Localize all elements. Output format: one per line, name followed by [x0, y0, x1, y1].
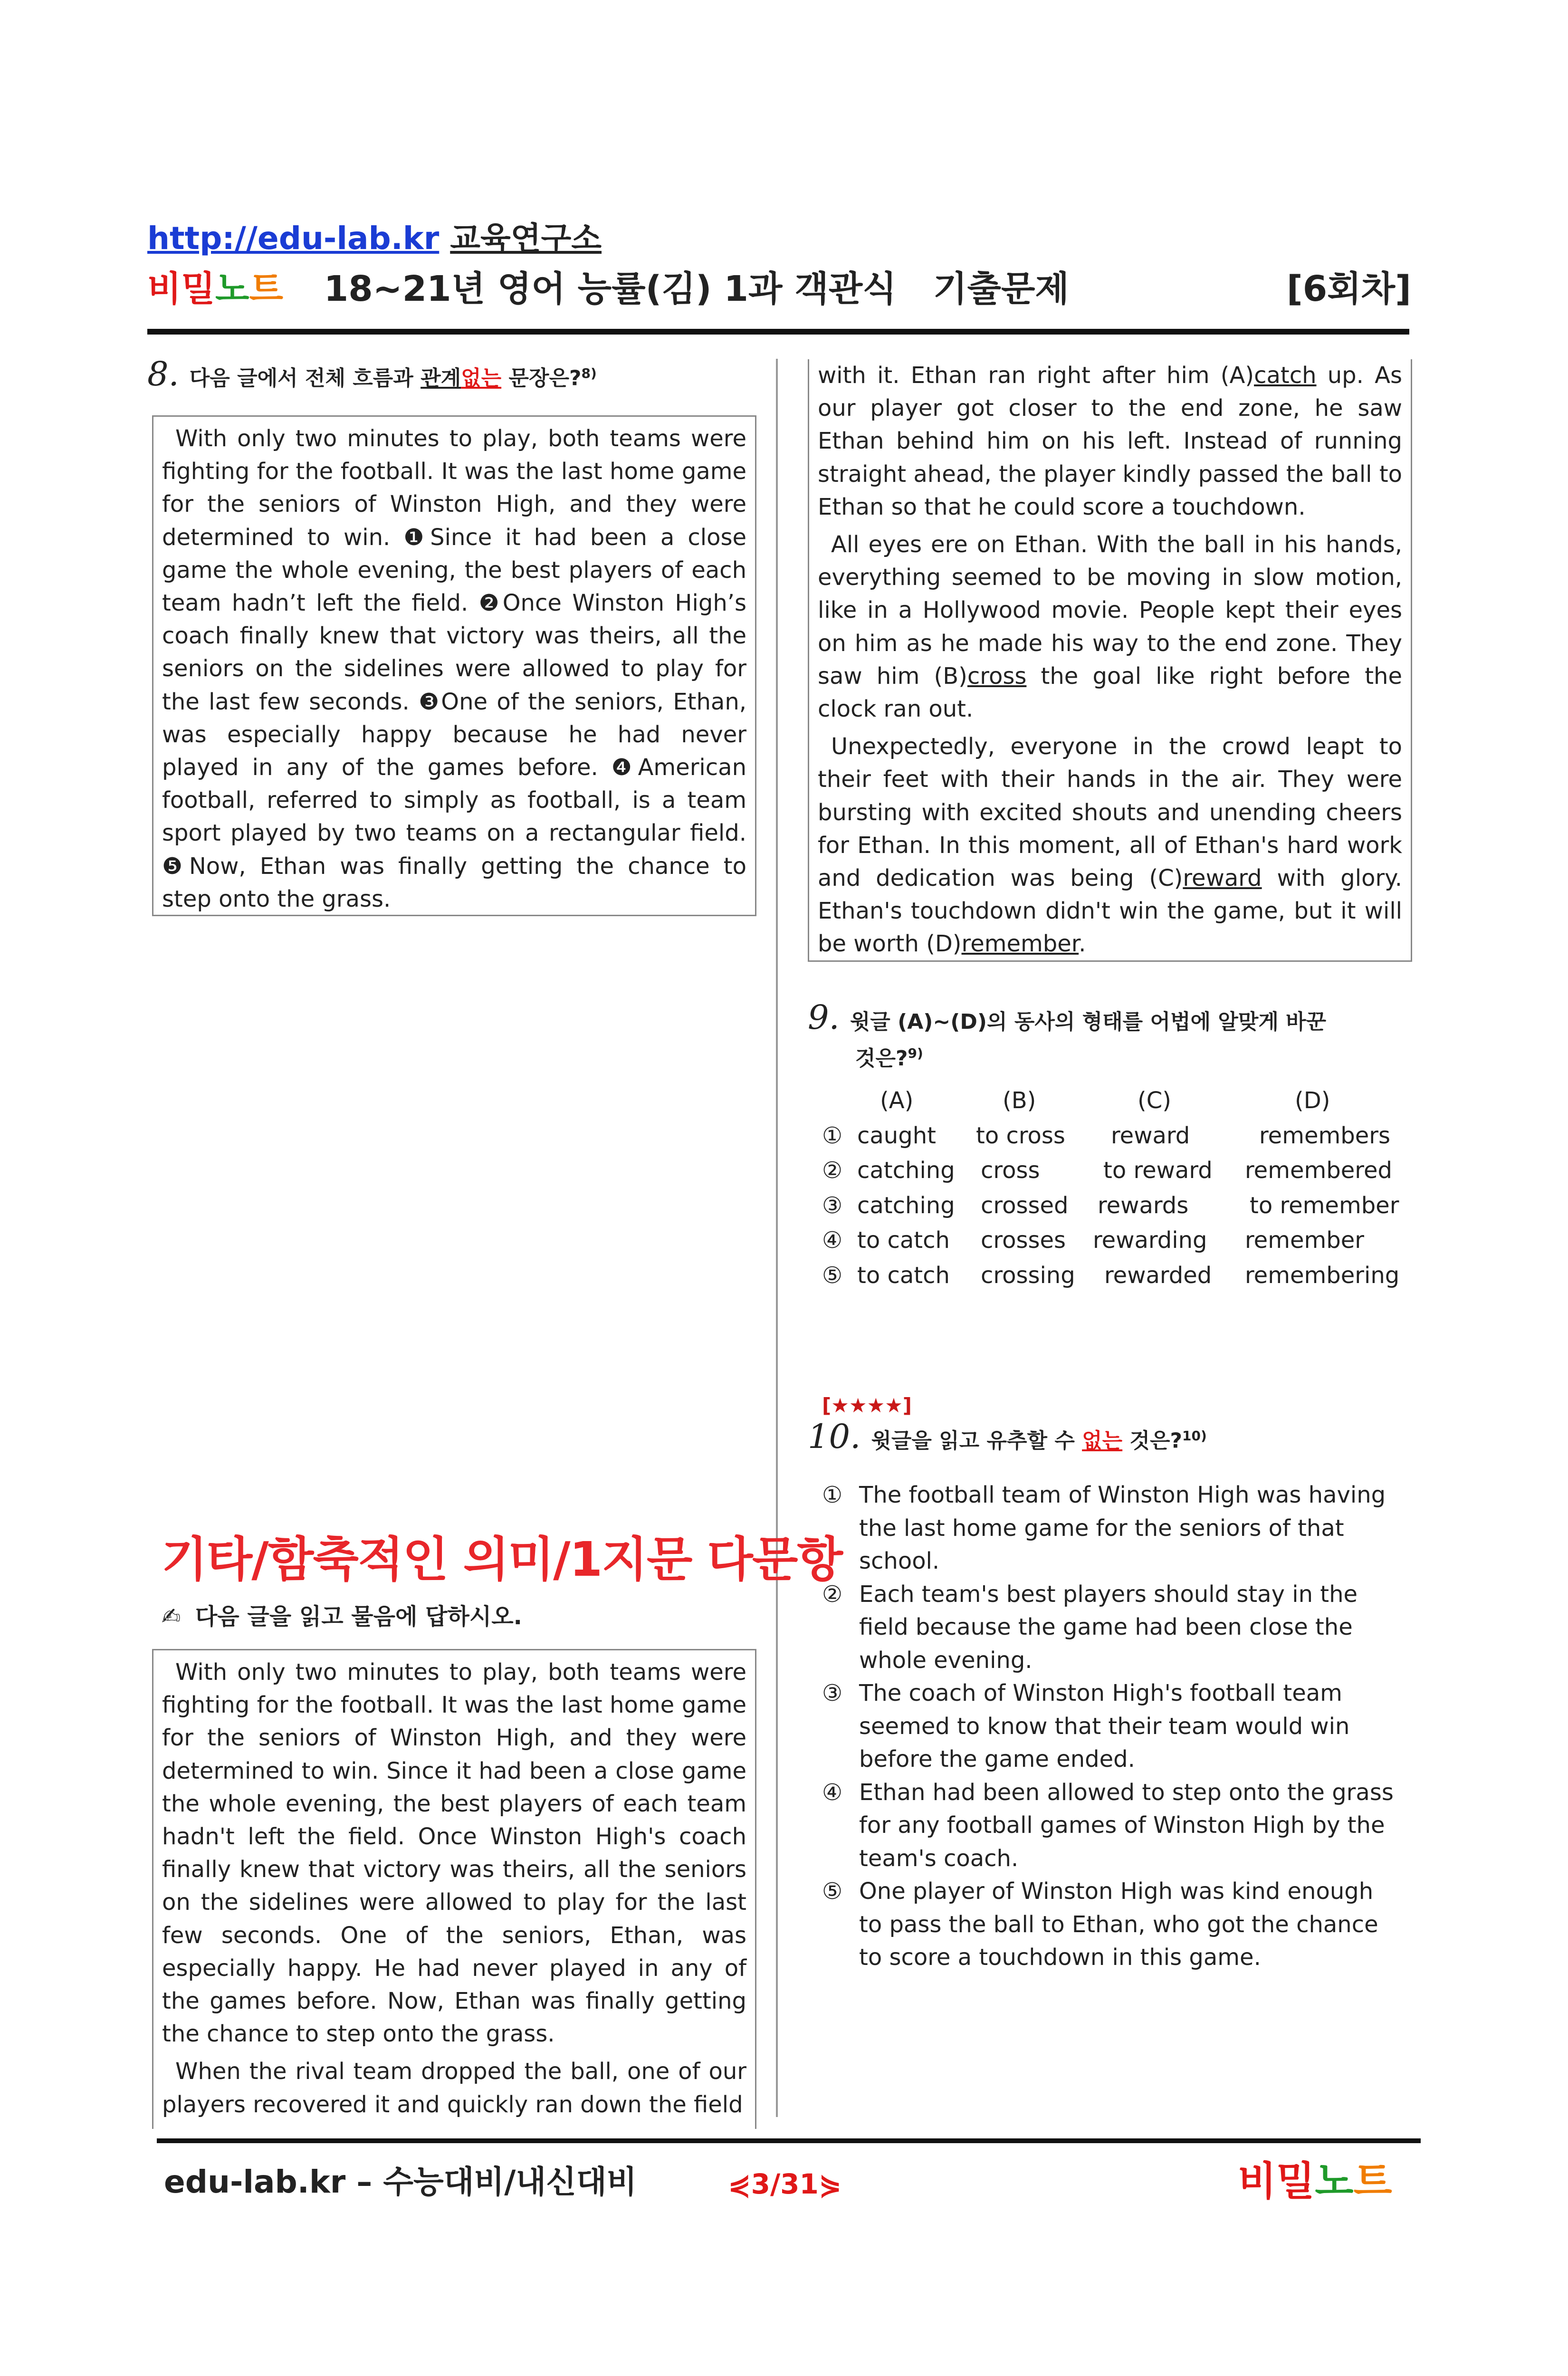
q10-prompt-post: 것은? [1122, 1428, 1183, 1453]
footer-brand-char-4: 트 [1353, 2158, 1392, 2204]
right-p3-text-c: . [1079, 930, 1086, 958]
q10-option-1[interactable] [822, 1479, 1397, 1578]
brand-char-4: 트 [249, 268, 283, 309]
q9-opt1-c: reward [1111, 1122, 1190, 1149]
right-p1-text-b: up. As our player got closer to the end zone, he saw Ethan behind him on his left. Instead of running straight ahead, the player kindly passed the ball to Ethan so that he could score a touchdown. [818, 362, 1402, 520]
q9-opt5-d: remembering [1245, 1262, 1400, 1289]
q9-col-d: (D) [1295, 1087, 1330, 1114]
footer-brand-char-1: 비 [1238, 2158, 1277, 2204]
q9-opt4-b: crosses [981, 1227, 1066, 1254]
q9-opt1-b: to cross [976, 1122, 1065, 1149]
page-title [147, 266, 1411, 312]
q10-option-4[interactable] [822, 1776, 1397, 1876]
q9-option-3[interactable] [822, 1188, 1406, 1224]
long-passage-right-p2 [818, 528, 1402, 726]
q8-prompt-pre: 다음 글에서 전체 흐름과 [189, 366, 421, 391]
q9-options-table [822, 1083, 1406, 1293]
q9-opt2-b: cross [981, 1157, 1040, 1184]
q9-heading [808, 998, 1327, 1074]
q10-options-list [822, 1479, 1397, 1974]
q9-option-5[interactable] [822, 1258, 1406, 1293]
q10-opt3-text: The coach of Winston High's football team seemed to know that their team would win before the game ended. [859, 1680, 1350, 1772]
q10-option-3[interactable] [822, 1677, 1397, 1776]
q10-opt3-num: ③ [822, 1680, 843, 1706]
q9-prompt-line1: 윗글 (A)~(D)의 동사의 형태를 어법에 알맞게 바꾼 [850, 1010, 1327, 1034]
q9-opt2-c: to reward [1103, 1157, 1213, 1184]
q10-opt2-text: Each team's best players should stay in the field because the game had been close the whole evening. [859, 1581, 1358, 1674]
q9-opt4-num: ④ [822, 1227, 843, 1254]
q9-opt3-num: ③ [822, 1192, 843, 1219]
long-passage-left-box [152, 1649, 756, 2129]
q10-option-5[interactable] [822, 1875, 1397, 1974]
q9-option-2[interactable] [822, 1153, 1406, 1188]
q9-opt4-a: to catch [857, 1227, 950, 1254]
footer-brand-char-2: 밀 [1276, 2158, 1315, 2204]
q9-footnote: 9) [908, 1045, 923, 1061]
q8-prompt-u1: 관계 [421, 366, 461, 391]
blank-c-word: reward [1183, 865, 1262, 892]
instruction-text: 다음 글을 읽고 물음에 답하시오. [195, 1603, 522, 1630]
q10-opt1-text: The football team of Winston High was having the last home game for the seniors of that school. [859, 1482, 1386, 1574]
q9-opt4-d: remember [1245, 1227, 1364, 1254]
institute-label: 교육연구소 [450, 220, 602, 257]
header-rule [147, 329, 1409, 335]
long-passage-right-box [808, 359, 1412, 962]
session-label: [6회차] [1286, 268, 1411, 309]
q9-col-b: (B) [1003, 1087, 1036, 1114]
q9-opt1-a: caught [857, 1122, 936, 1149]
blank-d-word: remember [961, 930, 1079, 958]
footer-brand-char-3: 노 [1315, 2158, 1354, 2204]
q10-difficulty-stars: [★★★★] [822, 1394, 912, 1417]
q10-heading [808, 1417, 1207, 1456]
instruction-line [162, 1601, 522, 1632]
site-url-link[interactable]: http://edu-lab.kr [147, 220, 440, 257]
q9-prompt-line2: 것은? [855, 1046, 908, 1071]
q9-opt2-num: ② [822, 1157, 843, 1184]
q10-opt4-num: ④ [822, 1779, 843, 1806]
q10-number: 10. [808, 1417, 861, 1456]
q10-opt2-num: ② [822, 1581, 843, 1608]
q10-opt4-text: Ethan had been allowed to step onto the grass for any football games of Winston High by the team's coach. [859, 1779, 1394, 1872]
brand-char-2: 밀 [181, 268, 215, 309]
right-p3-text-a: Unexpectedly, everyone in the crowd leapt to their feet with their hands in the air. They were bursting with excited shouts and unending cheers for Ethan. In this moment, all of Ethan's hard work and dedication was being (C) [818, 733, 1402, 892]
q9-opt4-c: rewarding [1093, 1227, 1207, 1254]
q8-heading [147, 354, 597, 393]
pen-icon: ✍ [162, 1603, 181, 1630]
footer-site: edu-lab.kr – 수능대비/내신대비 [164, 2164, 637, 2200]
q10-option-2[interactable] [822, 1578, 1397, 1677]
q8-passage-box [152, 415, 756, 916]
q10-opt1-num: ① [822, 1482, 843, 1508]
right-p3-text-b: with glory. Ethan's touchdown didn't win the game, but it will be worth (D) [818, 865, 1403, 958]
q10-prompt-pre: 윗글을 읽고 유추할 수 [871, 1428, 1082, 1453]
q9-opt3-c: rewards [1098, 1192, 1189, 1219]
long-passage-right-p3 [818, 730, 1402, 960]
long-passage-p2: When the rival team dropped the ball, one of our players recovered it and quickly ran down the field [162, 2058, 746, 2118]
right-p2-text-b: the goal like right before the clock ran out. [818, 662, 1402, 723]
footer-brand [1238, 2157, 1392, 2205]
section-title: 기타/함축적인 의미/1지문 다문항 [162, 1532, 842, 1587]
brand-char-3: 노 [215, 268, 249, 309]
column-divider [776, 359, 778, 2117]
q8-passage: With only two minutes to play, both teams were fighting for the football. It was the last home game for the seniors of Winston High, and they were determined to win. ❶Since it had been a close game the whole evening, the best players of each team hadn’t left the field. ❷Once Winston High’s coach finally knew that victory was theirs, all the seniors on the sidelines were allowed to play for the last few seconds. ❸One of the seniors, Ethan, was especially happy because he had never played in any of the games before. ❹American football, referred to simply as football, is a team sport played by two teams on a rectangular field. ❺Now, Ethan was finally getting the chance to step onto the grass. [162, 425, 746, 912]
q8-prompt-post: 문장은? [501, 366, 582, 391]
q9-option-1[interactable] [822, 1119, 1406, 1154]
blank-a-word: catch [1254, 362, 1317, 389]
q9-opt5-b: crossing [981, 1262, 1075, 1289]
q9-opt3-d: to remember [1250, 1192, 1399, 1219]
q9-opt2-a: catching [857, 1157, 955, 1184]
q9-opt1-num: ① [822, 1122, 843, 1149]
title-text: 18~21년 영어 능률(김) 1과 객관식 기출문제 [324, 268, 1069, 309]
page-number: ⋞3/31⋟ [728, 2168, 842, 2200]
blank-b-word: cross [967, 662, 1027, 690]
q10-opt5-num: ⑤ [822, 1878, 843, 1905]
q8-number: 8. [147, 354, 179, 393]
footer-rule [157, 2138, 1421, 2143]
q9-col-c: (C) [1138, 1087, 1171, 1114]
q9-col-a: (A) [880, 1087, 914, 1114]
q10-footnote: 10) [1182, 1428, 1207, 1444]
long-passage-right-p1 [818, 359, 1402, 524]
long-passage-p1: With only two minutes to play, both teams were fighting for the football. It was the last home game for the seniors of Winston High, and they were determined to win. Since it had been a close game the whole evening, the best players of each team hadn't left the field. Once Winston High's coach finally knew that victory was theirs, all the seniors on the sidelines were allowed to play for the last few seconds. One of the seniors, Ethan, was especially happy. He had never played in any of the games before. Now, Ethan was finally getting the chance to step onto the grass. [162, 1659, 746, 2048]
q8-footnote: 8) [581, 365, 597, 381]
right-p1-text-a: with it. Ethan ran right after him (A) [818, 362, 1254, 389]
q9-opt3-b: crossed [981, 1192, 1069, 1219]
q9-opt2-d: remembered [1245, 1157, 1392, 1184]
q9-number: 9. [808, 998, 840, 1037]
header-line [147, 220, 602, 258]
q9-opt5-c: rewarded [1104, 1262, 1212, 1289]
q10-opt5-text: One player of Winston High was kind enough to pass the ball to Ethan, who got the chance to score a touchdown in this game. [859, 1878, 1378, 1971]
q9-column-headers [822, 1083, 1406, 1119]
q9-opt5-a: to catch [857, 1262, 950, 1289]
q10-prompt-u: 없는 [1082, 1428, 1123, 1453]
q8-prompt-u2: 없는 [461, 366, 502, 391]
q9-opt5-num: ⑤ [822, 1262, 843, 1289]
right-p2-text-a: All eyes ere on Ethan. With the ball in his hands, everything seemed to be moving in slow motion, like in a Hollywood movie. People kept their eyes on him as he made his way to the end zone. They saw him (B) [818, 531, 1402, 690]
q9-option-4[interactable] [822, 1223, 1406, 1258]
q9-opt1-d: remembers [1259, 1122, 1390, 1149]
brand-char-1: 비 [147, 268, 182, 309]
q9-opt3-a: catching [857, 1192, 955, 1219]
